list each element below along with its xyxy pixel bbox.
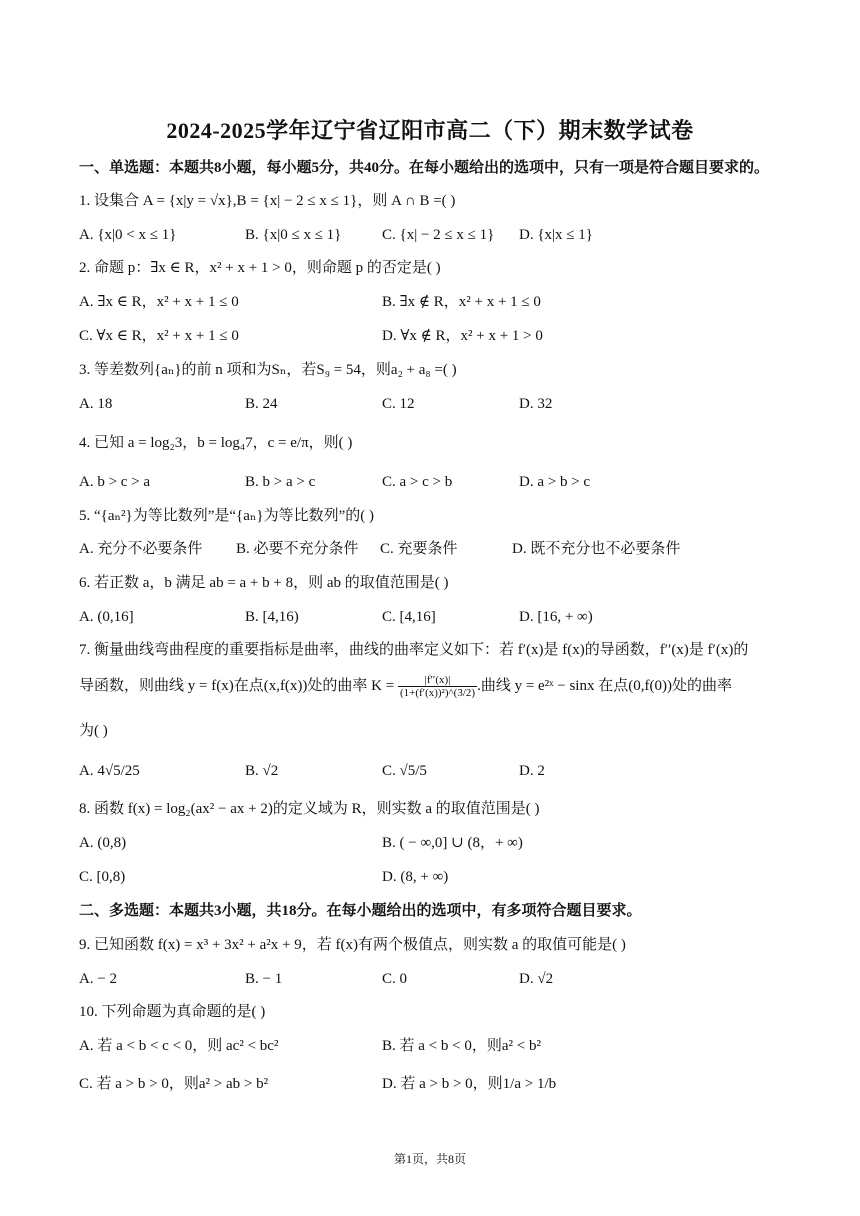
question-6-stem: 6. 若正数 a，b 满足 ab = a + b + 8，则 ab 的取值范围是( ): [79, 575, 449, 591]
question-2-option-d: D. ∀x ∉ R，x² + x + 1 > 0: [382, 328, 543, 344]
question-3-option-d: D. 32: [519, 396, 553, 412]
question-1-option-b: B. {x|0 ≤ x ≤ 1}: [245, 227, 342, 243]
page-title: 2024-2025学年辽宁省辽阳市高二（下）期末数学试卷: [166, 118, 694, 143]
question-9-option-a: A. − 2: [79, 971, 118, 987]
question-8-option-d: D. (8, + ∞): [382, 869, 449, 885]
question-6-option-d: D. [16, + ∞): [519, 609, 593, 625]
section-single-choice-heading: 一、单选题：本题共8小题，每小题5分，共40分。在每小题给出的选项中，只有一项是符合题目要求的。: [79, 160, 770, 176]
question-5-stem: 5. “{aₙ²}为等比数列”是“{aₙ}为等比数列”的( ): [79, 508, 374, 524]
question-8-stem: 8. 函数 f(x) = log₂(ax² − ax + 2)的定义域为 R，则实数 a 的取值范围是( ): [79, 801, 540, 817]
question-6-option-a: A. (0,16]: [79, 609, 134, 625]
question-1-option-d: D. {x|x ≤ 1}: [519, 227, 593, 243]
question-10-option-b: B. 若 a < b < 0，则a² < b²: [382, 1038, 541, 1054]
question-1-option-a: A. {x|0 < x ≤ 1}: [79, 227, 177, 243]
question-9-option-d: D. √2: [519, 971, 554, 987]
question-2-option-a: A. ∃x ∈ R，x² + x + 1 ≤ 0: [79, 294, 239, 310]
question-10-option-d: D. 若 a > b > 0，则1/a > 1/b: [382, 1076, 557, 1092]
curvature-numerator: |f′′(x)|: [398, 674, 477, 687]
question-9-option-b: B. − 1: [245, 971, 283, 987]
question-6-option-b: B. [4,16): [245, 609, 299, 625]
question-7-option-b: B. √2: [245, 763, 279, 779]
question-3-option-a: A. 18: [79, 396, 113, 412]
question-9-option-c: C. 0: [382, 971, 408, 987]
question-2-stem: 2. 命题 p：∃x ∈ R，x² + x + 1 > 0，则命题 p 的否定是( ): [79, 260, 441, 276]
question-2-option-c: C. ∀x ∈ R，x² + x + 1 ≤ 0: [79, 328, 239, 344]
question-7-line-3: 为( ): [79, 723, 108, 739]
question-10-option-c: C. 若 a > b > 0，则a² > ab > b²: [79, 1076, 269, 1092]
question-1-option-c: C. {x| − 2 ≤ x ≤ 1}: [382, 227, 495, 243]
question-7-line-2-start: 导函数，则曲线 y = f(x)在点(x,f(x))处的曲率 K =: [79, 677, 398, 694]
question-7-option-c: C. √5/5: [382, 763, 427, 779]
question-4-stem: 4. 已知 a = log₂3，b = log₄7，c = e/π，则( ): [79, 435, 353, 451]
question-1-stem: 1. 设集合 A = {x|y = √x},B = {x| − 2 ≤ x ≤ 1}，则 A ∩ B =( ): [79, 193, 456, 209]
question-7-line-1: 7. 衡量曲线弯曲程度的重要指标是曲率，曲线的曲率定义如下：若 f′(x)是 f(x)的导函数，f′′(x)是 f′(x)的: [79, 642, 749, 658]
section-multi-choice-heading: 二、多选题：本题共3小题，共18分。在每小题给出的选项中，有多项符合题目要求。: [79, 903, 642, 919]
question-10-option-a: A. 若 a < b < c < 0，则 ac² < bc²: [79, 1038, 279, 1054]
page-footer: 第1页，共8页: [393, 1152, 466, 1166]
question-8-option-b: B. ( − ∞,0] ∪ (8，+ ∞): [382, 835, 523, 851]
question-7-option-a: A. 4√5/25: [79, 763, 140, 779]
curvature-fraction: [398, 674, 477, 699]
question-2-option-b: B. ∃x ∉ R，x² + x + 1 ≤ 0: [382, 294, 541, 310]
question-3-stem: 3. 等差数列{aₙ}的前 n 项和为Sₙ，若S₉ = 54，则a₂ + a₈ =( ): [79, 362, 457, 378]
question-10-stem: 10. 下列命题为真命题的是( ): [79, 1004, 266, 1020]
question-9-stem: 9. 已知函数 f(x) = x³ + 3x² + a²x + 9，若 f(x)有两个极值点，则实数 a 的取值可能是( ): [79, 937, 626, 953]
question-4-option-c: C. a > c > b: [382, 474, 453, 490]
question-7-line-2: [79, 674, 732, 699]
question-6-option-c: C. [4,16]: [382, 609, 436, 625]
question-4-option-d: D. a > b > c: [519, 474, 591, 490]
question-8-option-c: C. [0,8): [79, 869, 126, 885]
question-8-option-a: A. (0,8): [79, 835, 127, 851]
question-5-option-a: A. 充分不必要条件: [79, 541, 203, 557]
question-5-option-c: C. 充要条件: [380, 541, 458, 557]
curvature-denominator: (1+(f′(x))²)^(3/2): [399, 687, 476, 699]
question-3-option-c: C. 12: [382, 396, 415, 412]
question-4-option-b: B. b > a > c: [245, 474, 316, 490]
question-7-option-d: D. 2: [519, 763, 545, 779]
question-7-line-2-end: .曲线 y = e²ˣ − sinx 在点(0,f(0))处的曲率: [477, 677, 732, 694]
question-4-option-a: A. b > c > a: [79, 474, 151, 490]
question-5-option-d: D. 既不充分也不必要条件: [512, 541, 681, 557]
question-3-option-b: B. 24: [245, 396, 278, 412]
question-5-option-b: B. 必要不充分条件: [236, 541, 359, 557]
